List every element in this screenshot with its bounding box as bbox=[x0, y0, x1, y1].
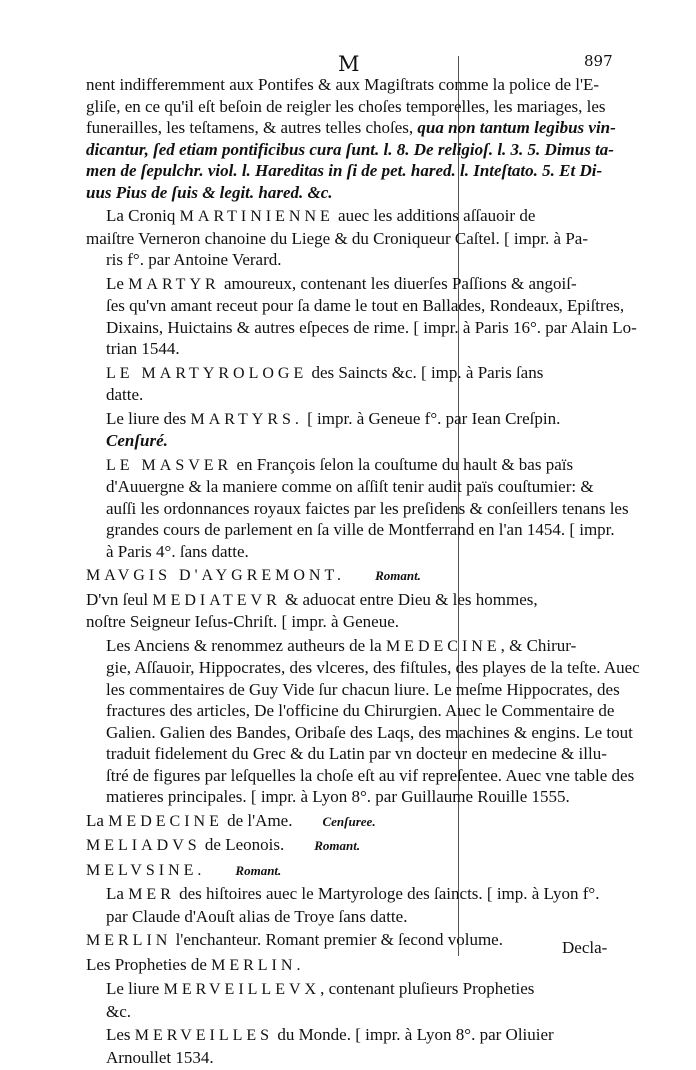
running-head-letter: M bbox=[338, 52, 361, 76]
text-line: fractures des articles, De l'officine du Chirurgien. Auec le Commentaire de bbox=[106, 701, 615, 720]
text-span: Le bbox=[106, 273, 129, 293]
latin-quote: uus Pius de ſuis & legit. hared. &c. bbox=[86, 182, 333, 202]
entry-keyword: MEDECINE bbox=[385, 637, 501, 655]
text-line bbox=[86, 929, 634, 952]
text-line bbox=[86, 205, 634, 228]
text-span: en François ſelon la couſtume du hault & bas païs bbox=[232, 454, 574, 474]
text-span: Le liure des bbox=[106, 408, 191, 428]
entry-keyword: MERLIN bbox=[86, 932, 172, 949]
text-span: Les bbox=[106, 1025, 135, 1044]
entry-keyword: MERLIN. bbox=[211, 956, 305, 974]
text-line bbox=[86, 589, 634, 612]
text-span: funerailles, les teſtamens, & autres telles choſes, bbox=[86, 118, 418, 137]
text-span: D'vn ſeul bbox=[86, 589, 153, 609]
entry-medecine-ame bbox=[86, 810, 634, 833]
text-line: trian 1544. bbox=[106, 339, 180, 358]
entry-keyword: LE MASVER bbox=[106, 456, 233, 474]
text-line: les commentaires de Guy Vide ſur chacun liure. Le meſme Hippocrates, des bbox=[106, 679, 620, 699]
entry-martyrologe bbox=[86, 362, 634, 406]
genre-tag: Romant. bbox=[235, 862, 282, 878]
text-line: traduit fidelement du Grec & du Latin par vn docteur en medecine & illu- bbox=[106, 744, 607, 763]
entry-martyr bbox=[86, 273, 637, 360]
text-line bbox=[86, 810, 634, 833]
text-line: à Paris 4°. ſans datte. bbox=[106, 541, 249, 561]
text-line bbox=[86, 564, 634, 587]
text-span: Les Propheties de bbox=[86, 954, 212, 974]
text-line: nent indifferemment aux Pontifes & aux Magiſtrats comme la police de l'E- bbox=[86, 75, 600, 94]
text-line: datte. bbox=[106, 385, 144, 404]
text-span: La bbox=[86, 810, 109, 830]
text-span: Le liure bbox=[106, 979, 164, 998]
entry-martyrs bbox=[86, 408, 634, 452]
text-line bbox=[86, 454, 634, 477]
entry-keyword: MARTYR bbox=[128, 275, 220, 293]
text-line: ſtré de figures par leſquelles la choſe eſt au vif repreſentee. Auec vne table des bbox=[106, 765, 635, 785]
entry-medecine bbox=[86, 635, 640, 808]
entry-keyword: MARTINIENNE bbox=[179, 208, 334, 225]
entry-merveilleux bbox=[86, 978, 634, 1022]
entry-keyword: MEDECINE bbox=[108, 812, 223, 830]
text-line bbox=[86, 408, 634, 431]
text-line: Dixains, Huictains & autres eſpeces de rime. [ impr. à Paris 16°. par Alain Lo- bbox=[106, 317, 637, 337]
text-span: de Leonois. bbox=[200, 835, 285, 854]
entry-masver bbox=[86, 454, 634, 563]
text-span: des hiſtoires auec le Martyrologe des ſaincts. [ imp. à Lyon f°. bbox=[174, 884, 600, 903]
entry-mer bbox=[86, 883, 634, 927]
text-line bbox=[86, 1024, 634, 1047]
text-span: & aduocat entre Dieu & les hommes, bbox=[280, 589, 538, 609]
text-span: , contenant pluſieurs Propheties bbox=[320, 979, 535, 998]
catchword: Decla- bbox=[562, 938, 608, 957]
text-span: Les Anciens & renommez autheurs de la bbox=[106, 635, 386, 655]
text-line: matieres principales. [ impr. à Lyon 8°. par Guillaume Rouille 1555. bbox=[106, 787, 570, 806]
entry-propheties-merlin bbox=[86, 954, 634, 977]
latin-quote: qua non tantum legibus vin- bbox=[417, 118, 616, 137]
genre-tag: Romant. bbox=[375, 568, 421, 583]
text-line: gie, Aſſauoir, Hippocrates, des vlceres, des fiſtules, des playes de la teſte. Auec bbox=[106, 658, 640, 677]
entry-maugis bbox=[86, 564, 634, 587]
text-span: La bbox=[106, 884, 129, 903]
entry-keyword: MAVGIS D'AYGREMONT. bbox=[86, 567, 346, 584]
text-line: ſes qu'vn amant receut pour ſa dame le tout en Ballades, Rondeaux, Epiſtres, bbox=[106, 296, 625, 315]
entry-martinienne bbox=[86, 205, 634, 271]
text-span: [ impr. à Geneue f°. par Iean Creſpin. bbox=[302, 408, 561, 428]
text-line: par Claude d'Aouſt alias de Troye ſans datte. bbox=[106, 906, 408, 926]
entry-merlin bbox=[86, 929, 634, 952]
text-span: du Monde. [ impr. à Lyon 8°. par Oliuier bbox=[273, 1025, 554, 1044]
text-line bbox=[86, 117, 634, 139]
text-line: ris f°. par Antoine Verard. bbox=[106, 250, 282, 269]
entry-keyword: MERVEILLES bbox=[134, 1027, 274, 1044]
text-line bbox=[86, 635, 634, 658]
entry-keyword: MELIADVS bbox=[86, 837, 201, 854]
entry-keyword: MER bbox=[128, 886, 175, 903]
text-line: grandes cours de parlement en ſa ville de Montferrand en l'an 1454. [ impr. bbox=[106, 520, 615, 539]
text-line: maiſtre Verneron chanoine du Liege & du Croniqueur Caſtel. [ impr. à Pa- bbox=[86, 228, 588, 248]
entry-keyword: MELVSINE. bbox=[86, 861, 206, 879]
entry-mediateur bbox=[86, 589, 634, 633]
entry-continuation bbox=[86, 74, 634, 203]
genre-tag: Romant. bbox=[314, 838, 361, 853]
entry-melusine bbox=[86, 859, 634, 882]
entry-keyword: MERVEILLEVX bbox=[163, 981, 321, 998]
latin-quote: men de ſepulchr. viol. l. Hareditas in ſi de pet. hared. l. Inteſtato. 5. Et Di- bbox=[86, 161, 603, 180]
text-span: amoureux, contenant les diuerſes Paſſions & angoiſ- bbox=[219, 273, 577, 293]
text-line: d'Auuergne & la maniere comme on aſſiſt tenir audit païs couſtumier: & bbox=[106, 477, 594, 496]
text-line: &c. bbox=[106, 1001, 132, 1021]
text-line bbox=[86, 859, 634, 882]
text-line bbox=[86, 362, 634, 385]
text-line: auſſi les ordonnances royaux faictes par les preſidens & conſeillers tenans les bbox=[106, 498, 629, 518]
text-line bbox=[86, 978, 634, 1001]
text-span: auec les additions aſſauoir de bbox=[333, 206, 536, 225]
text-span: , & Chirur- bbox=[500, 635, 577, 655]
text-span: La Croniq bbox=[106, 206, 180, 225]
text-span: l'enchanteur. Romant premier & ſecond volume. bbox=[171, 930, 503, 949]
censure-note: Cenſuré. bbox=[106, 431, 168, 450]
text-span: des Saincts &c. [ imp. à Paris ſans bbox=[307, 362, 544, 382]
text-line bbox=[86, 834, 634, 857]
entry-keyword: LE MARTYROLOGE bbox=[106, 364, 308, 382]
text-line: gliſe, en ce qu'il eſt beſoin de reigler les choſes temporelles, les mariages, les bbox=[86, 96, 606, 116]
latin-quote: dicantur, ſed etiam pontificibus cura ſunt. l. 8. De religioſ. l. 3. 5. Dimus ta- bbox=[86, 139, 614, 159]
entry-keyword: MEDIATEVR bbox=[152, 591, 281, 609]
entry-meliadus bbox=[86, 834, 634, 857]
text-line: Arnoullet 1534. bbox=[106, 1047, 214, 1067]
text-line: Galien. Galien des Bandes, Oribaſe des Laqs, des machines & engins. Le tout bbox=[106, 722, 633, 742]
entry-merveilles bbox=[86, 1024, 634, 1068]
text-line bbox=[86, 273, 634, 296]
text-span: de l'Ame. bbox=[222, 810, 293, 830]
entry-keyword: MARTYRS. bbox=[190, 410, 303, 428]
text-line bbox=[86, 954, 634, 977]
catalogue-text bbox=[86, 74, 640, 1070]
page-number: 897 bbox=[584, 52, 613, 70]
text-line bbox=[86, 883, 634, 906]
text-line: noſtre Seigneur Ieſus-Chriſt. [ impr. à Geneue. bbox=[86, 612, 399, 631]
censure-note: Cenſuree. bbox=[322, 813, 376, 829]
